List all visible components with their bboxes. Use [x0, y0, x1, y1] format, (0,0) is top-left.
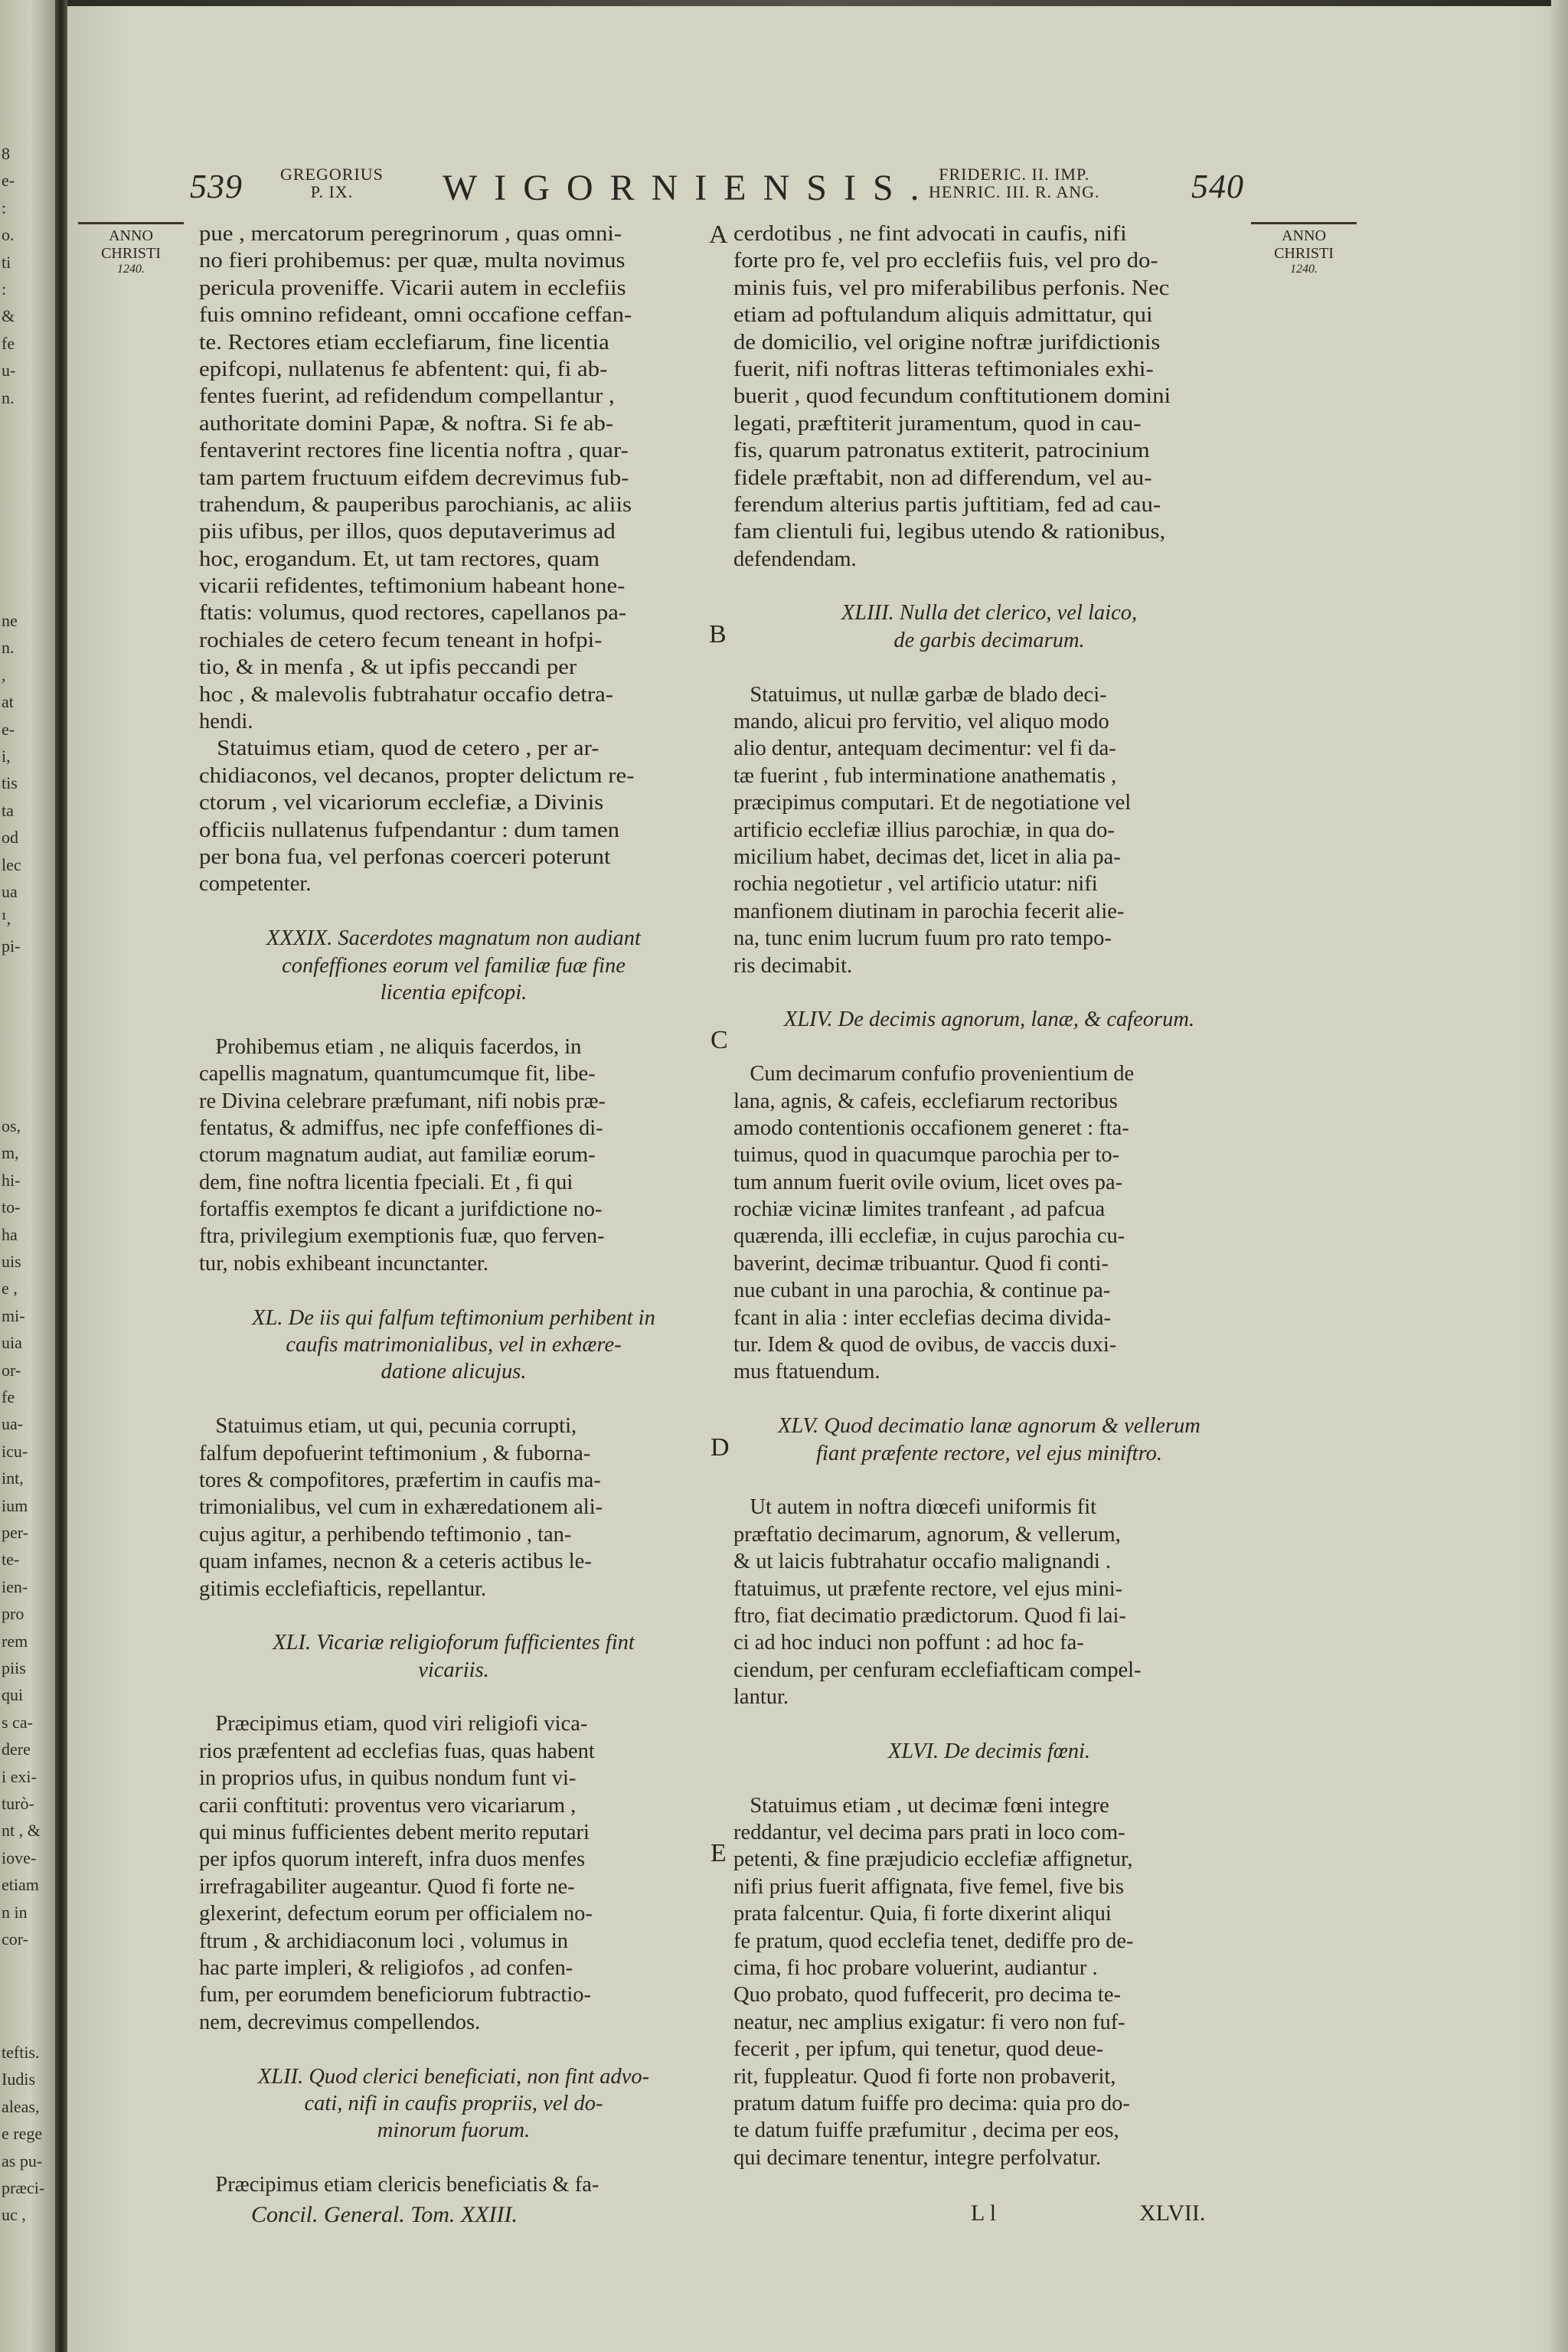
text-line: qui decimare tenentur, integre perfolvatur. [733, 2145, 1101, 2170]
text-line: hoc, erogandum. Et, ut tam rectores, quam [199, 547, 600, 571]
text-line: tores & compofitores, præfertim in caufis ma- [199, 1468, 601, 1492]
text-line: Præcipimus etiam clericis beneficiatis & fa- [199, 2173, 599, 2197]
margin-fragment: cor- [2, 1929, 28, 1949]
text-line: Statuimus etiam , ut decimæ fœni integre [733, 1793, 1109, 1818]
previous-page-edge [0, 0, 55, 2352]
text-line: præcipimus computari. Et de negotiatione vel [733, 791, 1132, 815]
text-line: fam clientuli fui, legibus utendo & rationibus, [733, 520, 1166, 544]
text-line: Quo probato, quod fuffecerit, pro decima te- [733, 1983, 1121, 2007]
anno-right-year: 1240. [1290, 263, 1318, 276]
text-line: qui minus fufficientes debent merito reputari [199, 1821, 590, 1845]
text-line: fentes fuerint, ad refidendum compellantur , [199, 384, 615, 409]
margin-fragment: ua [2, 882, 18, 901]
text-line: gitimis ecclefiafticis, repellantur. [199, 1576, 487, 1601]
margin-fragment: ien- [2, 1576, 28, 1596]
text-line: fcant in alia : inter ecclefias decima divida- [733, 1305, 1111, 1330]
text-line: fiant præfente rectore, vel ejus miniftro. [816, 1441, 1162, 1465]
margin-fragment: rem [2, 1631, 28, 1651]
text-line: XLII. Quod clerici beneficiati, non fint advo- [257, 2064, 650, 2089]
text-line: glexerint, defectum eorum per officialem no- [199, 1902, 593, 1926]
right-page-number: 540 [1191, 168, 1244, 205]
section-letter-b: B [709, 620, 727, 648]
text-line: capellis magnatum, quantumcumque fit, libe- [199, 1062, 596, 1086]
text-line: caufis matrimonialibus, vel in exhære- [286, 1333, 622, 1357]
text-line: tio, & in menfa , & ut ipfis peccandi per [199, 655, 577, 680]
margin-fragment: , [2, 665, 6, 684]
text-line [733, 1765, 1245, 1792]
margin-fragment: e rege [2, 2124, 43, 2144]
text-line: datione alicujus. [381, 1360, 527, 1384]
text-line: de garbis decimarum. [893, 628, 1085, 652]
text-line: legati, præftiterit juramentum, quod in cau- [733, 411, 1142, 436]
margin-fragment: m, [2, 1143, 19, 1163]
text-line: rochia negotietur , vel artificio utatur: nifi [733, 872, 1098, 897]
text-line: XXXIX. Sacerdotes magnatum non audiant [266, 926, 641, 951]
text-line: forte pro fe, vel pro ecclefiis fuis, vel pro do- [733, 249, 1158, 273]
margin-fragment: pro [2, 1604, 24, 1624]
text-line: trimonialibus, vel cum in exhæredationem ali- [199, 1495, 603, 1520]
margin-fragment: turò- [2, 1794, 34, 1813]
text-line: fentaverint rectores fine licentia noftra , quar- [199, 439, 629, 463]
margin-fragment: ¹, [2, 909, 11, 929]
anno-left-line1: ANNO [109, 227, 153, 244]
text-line: falfum depofuerint teftimonium , & fuborna- [199, 1441, 591, 1465]
text-line: ferendum alterius partis juftitiam, fed ad cau- [733, 492, 1161, 517]
margin-fragment: 8 [2, 144, 10, 163]
right-text-column [733, 220, 1245, 2171]
margin-fragment: ti [2, 252, 11, 272]
margin-fragment: e , [2, 1279, 18, 1298]
margin-fragment: od [2, 828, 18, 848]
text-line: mus ftatuendum. [733, 1360, 880, 1384]
text-line: rios præfentent ad ecclefias fuas, quas habent [199, 1739, 595, 1763]
text-line: ftatuimus, ut præfente rectore, vel ejus mini- [733, 1576, 1123, 1601]
margin-fragment: hi- [2, 1170, 21, 1190]
margin-fragment: iove- [2, 1847, 37, 1867]
text-line: cujus agitur, a perhibendo teftimonio , tan- [199, 1522, 572, 1547]
text-line [199, 1006, 708, 1033]
margin-fragment: tis [2, 773, 18, 793]
section-letter-a: A [709, 220, 728, 249]
margin-fragment: : [2, 198, 7, 217]
text-line: tam partem fructuum eifdem decrevimus fub- [199, 466, 629, 490]
anno-left-line2: CHRISTI [101, 245, 161, 262]
text-line: nifi prius fuerit affignata, five femel, five bis [733, 1874, 1124, 1899]
section-letter-d: D [710, 1433, 730, 1462]
margin-fragment: e- [2, 171, 15, 191]
margin-fragment: præci- [2, 2178, 45, 2197]
text-line: nue cubant in una parochia, & continue pa- [733, 1279, 1111, 1303]
text-line: re Divina celebrare præfumant, nifi nobis præ- [199, 1089, 606, 1113]
text-line: Statuimus, ut nullæ garbæ de blado deci- [733, 682, 1107, 707]
margin-fragment: per- [2, 1523, 28, 1542]
text-line [733, 979, 1245, 1006]
text-line: fecerit , per ipfum, qui tenetur, quod deue- [733, 2037, 1104, 2062]
margin-fragment: aleas, [2, 2096, 40, 2116]
text-line: ctorum magnatum audiat, aut familiæ eorum- [199, 1143, 596, 1168]
margin-fragment: n in [2, 1902, 28, 1922]
text-line [733, 654, 1245, 681]
text-line: artificio ecclefiæ illius parochiæ, in qua do- [733, 818, 1115, 842]
text-line: no fieri prohibemus: per quæ, multa novimus [199, 249, 626, 273]
margin-fragment: ha [2, 1224, 18, 1244]
margin-fragment: as pu- [2, 2151, 43, 2171]
text-line: ris decimabit. [733, 953, 853, 978]
left-running-head-line1: GREGORIUS [280, 165, 384, 184]
text-line: Præcipimus etiam, quod viri religiofi vica- [199, 1712, 588, 1736]
text-line: tuimus, quod in quacumque parochia per to- [733, 1143, 1120, 1168]
margin-fragment: ta [2, 800, 14, 820]
text-line: fidele præftabit, non ad differendum, vel au- [733, 466, 1152, 490]
text-line: neatur, nec amplius exigatur: fi vero non fuf- [733, 2010, 1125, 2034]
anno-right-line2: CHRISTI [1274, 245, 1334, 262]
text-line [199, 1684, 708, 1710]
text-line: trahendum, & pauperibus parochianis, ac aliis [199, 492, 632, 517]
text-line: te. Rectores etiam ecclefiarum, fine licentia [199, 330, 609, 354]
text-line [733, 1034, 1245, 1060]
margin-fragment: mi- [2, 1305, 25, 1325]
text-line: præftatio decimarum, agnorum, & vellerum, [733, 1522, 1121, 1547]
right-running-head-line1: FRIDERIC. II. IMP. [939, 165, 1090, 184]
text-line: & ut laicis fubtrahatur occafio malignandi . [733, 1550, 1112, 1574]
text-line: per ipfos quorum intereft, infra duos menfes [199, 1847, 586, 1872]
section-letter-c: C [710, 1026, 728, 1054]
page-title: WIGORNIENSIS. [443, 168, 936, 208]
text-line: alio dentur, antequam decimentur: vel fi da- [733, 737, 1116, 761]
margin-fragment: pi- [2, 936, 21, 956]
text-line [199, 898, 708, 925]
text-line [733, 1710, 1245, 1737]
margin-fragment: fe [2, 1387, 15, 1406]
text-line: vicarii refidentes, teftimonium habeant hone- [199, 574, 626, 599]
book-gutter [55, 0, 67, 2352]
text-line: Ut autem in noftra diœcefi uniformis fit [733, 1495, 1097, 1520]
text-line: hac parte impleri, & religiofos , ad confen- [199, 1956, 573, 1980]
margin-fragment: int, [2, 1468, 24, 1488]
text-line: competenter. [199, 872, 312, 897]
text-line: de domicilio, vel origine noftræ jurifdictionis [733, 330, 1161, 354]
margin-fragment: uc , [2, 2205, 26, 2225]
text-line [199, 1277, 708, 1304]
text-line: Statuimus etiam, ut qui, pecunia corrupti, [199, 1414, 577, 1439]
text-line [199, 2036, 708, 2063]
margin-fragment: o. [2, 225, 15, 245]
text-line: manfionem diutinam in parochia fecerit alie- [733, 899, 1125, 923]
left-running-head-line2: P. IX. [310, 182, 354, 202]
text-line: vicariis. [418, 1658, 489, 1682]
text-line: pericula proveniffe. Vicarii autem in ecclefiis [199, 276, 626, 300]
margin-fragment: te- [2, 1550, 20, 1570]
margin-fragment: ne [2, 611, 18, 630]
text-line: XLIII. Nulla det clerico, vel laico, [841, 601, 1138, 626]
text-line: ftra, privilegium exemptionis fuæ, quo ferven- [199, 1224, 605, 1249]
margin-fragment: i exi- [2, 1766, 37, 1786]
right-running-head-line2: HENRIC. III. R. ANG. [929, 182, 1100, 202]
right-running-head [929, 165, 1100, 201]
text-line: mando, alicui pro fervitio, vel aliquo modo [733, 710, 1109, 734]
text-line [199, 1602, 708, 1629]
text-line: fum, per eorumdem beneficiorum fubtractio- [199, 1983, 592, 2007]
text-line: dem, fine noftra licentia fpeciali. Et , fi qui [199, 1170, 573, 1194]
anno-rule-left [78, 222, 184, 224]
margin-fragment: n. [2, 387, 15, 407]
text-line: ciendum, per cenfuram ecclefiafticam compel- [733, 1658, 1142, 1682]
anno-christi-left [78, 222, 184, 276]
text-line: cati, nifi in caufis propriis, vel do- [304, 2091, 603, 2115]
anno-left-year: 1240. [117, 263, 145, 276]
text-line: Statuimus etiam, quod de cetero , per ar- [199, 737, 599, 761]
text-line: lantur. [733, 1685, 789, 1710]
text-line: lana, agnis, & cafeis, ecclefiarum rectoribus [733, 1089, 1118, 1113]
text-line: tæ fuerint , fub interminatione anathematis , [733, 763, 1117, 788]
text-line: tur. Idem & quod de ovibus, de vaccis duxi- [733, 1333, 1117, 1357]
text-line: XL. De iis qui falfum teftimonium perhibent in [252, 1305, 655, 1330]
text-line: amodo contentionis occafionem generet : fta- [733, 1116, 1129, 1140]
margin-fragment: u- [2, 361, 16, 381]
text-line: nem, decrevimus compellendos. [199, 2010, 481, 2034]
text-line: quam infames, necnon & a ceteris actibus le- [199, 1550, 592, 1574]
margin-fragment: piis [2, 1658, 26, 1677]
text-line [733, 1467, 1245, 1494]
book-page [67, 0, 1568, 2352]
text-line: ftatis: volumus, quod rectores, capellanos pa- [199, 601, 627, 626]
text-line [199, 2145, 708, 2171]
footer-signature-mark: L l [971, 2200, 997, 2226]
text-line: confeffiones eorum vel familiæ fuæ fine [282, 953, 626, 978]
margin-fragment: nt , & [2, 1821, 41, 1841]
margin-fragment: to- [2, 1197, 21, 1217]
text-line: hendi. [199, 710, 253, 734]
margin-fragment: & [2, 306, 15, 326]
text-line: XLI. Vicariæ religioforum fufficientes fint [273, 1631, 635, 1655]
margin-fragment: qui [2, 1685, 24, 1705]
margin-fragment: ium [2, 1495, 28, 1515]
text-line: na, tunc enim lucrum fuum pro rato tempo- [733, 926, 1112, 951]
footer-catchword: XLVII. [1139, 2200, 1206, 2226]
margin-fragment: os, [2, 1116, 21, 1135]
text-line: epifcopi, nullatenus fe abfentent: qui, fi ab- [199, 357, 608, 381]
text-line: cerdotibus , ne fint advocati in caufis, nifi [733, 222, 1127, 246]
text-line: minorum fuorum. [377, 2118, 531, 2143]
text-line: irrefragabiliter augeantur. Quod fi forte ne- [199, 1874, 575, 1899]
margin-fragment: uia [2, 1333, 22, 1353]
margin-fragment: icu- [2, 1441, 28, 1461]
text-line: etiam ad poftulandum aliquis admittatur, qui [733, 303, 1153, 328]
margin-fragment: uis [2, 1252, 21, 1271]
text-line: cima, fi hoc probare voluerint, audiantur . [733, 1956, 1098, 1980]
margin-fragment: at [2, 692, 14, 712]
left-running-head [280, 165, 384, 201]
margin-fragment: lec [2, 854, 21, 874]
text-line: per bona fua, vel perfonas coerceri poterunt [199, 844, 611, 869]
page-right-edge [1551, 0, 1568, 2352]
margin-fragment: e- [2, 719, 15, 739]
text-line: petenti, & fine præjudicio ecclefiæ affignetur, [733, 1847, 1133, 1872]
margin-fragment: dere [2, 1740, 31, 1759]
text-line: fuerit, nifi noftras litteras teftimoniales exhi- [733, 357, 1154, 381]
text-line: rit, fuppleatur. Quod fi forte non probaverit, [733, 2064, 1116, 2089]
text-line: prata falcentur. Quia, fi forte dixerint aliqui [733, 1902, 1112, 1926]
text-line: fis, quarum patronatus extiterit, patrocinium [733, 439, 1150, 463]
margin-fragment: fe [2, 333, 15, 353]
text-line: officiis nullatenus fufpendantur : dum tamen [199, 818, 620, 842]
text-line: fuis omnino refideant, omni occafione ceffan- [199, 303, 632, 328]
text-line: carii conftituti: proventus vero vicariarum , [199, 1793, 577, 1818]
text-line: rochiæ vicinæ limites tranfeant , ad pafcua [733, 1197, 1106, 1222]
footer-signature: Concil. General. Tom. XXIII. [251, 2202, 518, 2227]
margin-fragment: teftis. [2, 2043, 40, 2062]
margin-fragment: n. [2, 638, 15, 658]
text-line: tur, nobis exhibeant incunctanter. [199, 1251, 488, 1276]
text-line: rochiales de cetero fecum teneant in hofpi- [199, 628, 603, 652]
text-line: ci ad hoc induci non poffunt : ad hoc fa- [733, 1631, 1084, 1655]
text-line [733, 1386, 1245, 1413]
text-line: ftrum , & archidiaconum loci , volumus in [199, 1929, 569, 1953]
margin-fragment: or- [2, 1360, 21, 1380]
text-line [199, 1386, 708, 1413]
text-line: quærenda, illi ecclefiæ, in cujus parochia cu- [733, 1224, 1125, 1249]
page-top-edge [67, 0, 1568, 6]
text-line: chidiaconos, vel decanos, propter delictum re- [199, 763, 635, 788]
text-line: fe pratum, quod ecclefia tenet, dediffe pro de- [733, 1929, 1134, 1953]
text-line: buerit , quod fecundum conftitutionem domini [733, 384, 1171, 409]
text-line: authoritate domini Papæ, & noftra. Si fe ab- [199, 411, 614, 436]
text-line: pratum datum fuiffe pro decima: quia pro do- [733, 2091, 1130, 2115]
text-line: baverint, decimæ tribuantur. Quod fi conti- [733, 1251, 1109, 1276]
section-letter-e: E [710, 1839, 727, 1867]
text-line: minis fuis, vel pro miferabilibus perfonis. Nec [733, 276, 1170, 300]
anno-right-line1: ANNO [1282, 227, 1326, 244]
text-line: Prohibemus etiam , ne aliquis facerdos, in [199, 1034, 582, 1059]
text-line: micilium habet, decimas det, licet in alia pa- [733, 844, 1121, 869]
text-line: licentia epifcopi. [380, 980, 528, 1004]
margin-fragment: ua- [2, 1414, 24, 1434]
margin-fragment: i, [2, 746, 11, 766]
margin-fragment: etiam [2, 1875, 39, 1895]
text-line: XLV. Quod decimatio lanæ agnorum & vellerum [778, 1414, 1200, 1439]
text-line: in proprios ufus, in quibus nondum funt vi- [199, 1766, 577, 1791]
text-line: ctorum , vel vicariorum ecclefiæ, a Divinis [199, 791, 604, 815]
margin-fragment: : [2, 279, 7, 299]
text-line: ftro, fiat decimatio prædictorum. Quod fi lai- [733, 1603, 1126, 1628]
text-line [733, 573, 1245, 599]
text-line: te datum fuiffe præfumitur , decima per eos, [733, 2118, 1119, 2143]
text-line: Cum decimarum confufio provenientium de [733, 1062, 1135, 1086]
text-line: fentatus, & admiffus, nec ipfe confeffiones di- [199, 1116, 603, 1140]
text-line: reddantur, vel decima pars prati in loco com- [733, 1821, 1125, 1845]
text-line: tum annum fuerit ovile ovium, licet oves pa- [733, 1170, 1123, 1194]
left-text-column [199, 220, 708, 2199]
text-line: fortaffis exemptos fe dicant a jurifdictione no- [199, 1197, 603, 1222]
text-line: defendendam. [733, 547, 857, 571]
margin-fragment: s ca- [2, 1712, 33, 1732]
text-line: piis ufibus, per illos, quos deputaverimus ad [199, 520, 616, 544]
text-line: XLVI. De decimis fœni. [887, 1739, 1091, 1763]
margin-fragment: Iudis [2, 2069, 35, 2089]
text-line: pue , mercatorum peregrinorum , quas omni- [199, 222, 622, 246]
left-page-number: 539 [190, 168, 243, 205]
text-line: XLIV. De decimis agnorum, lanæ, & cafeorum. [783, 1008, 1195, 1032]
text-line: hoc , & malevolis fubtrahatur occafio detra- [199, 682, 613, 707]
